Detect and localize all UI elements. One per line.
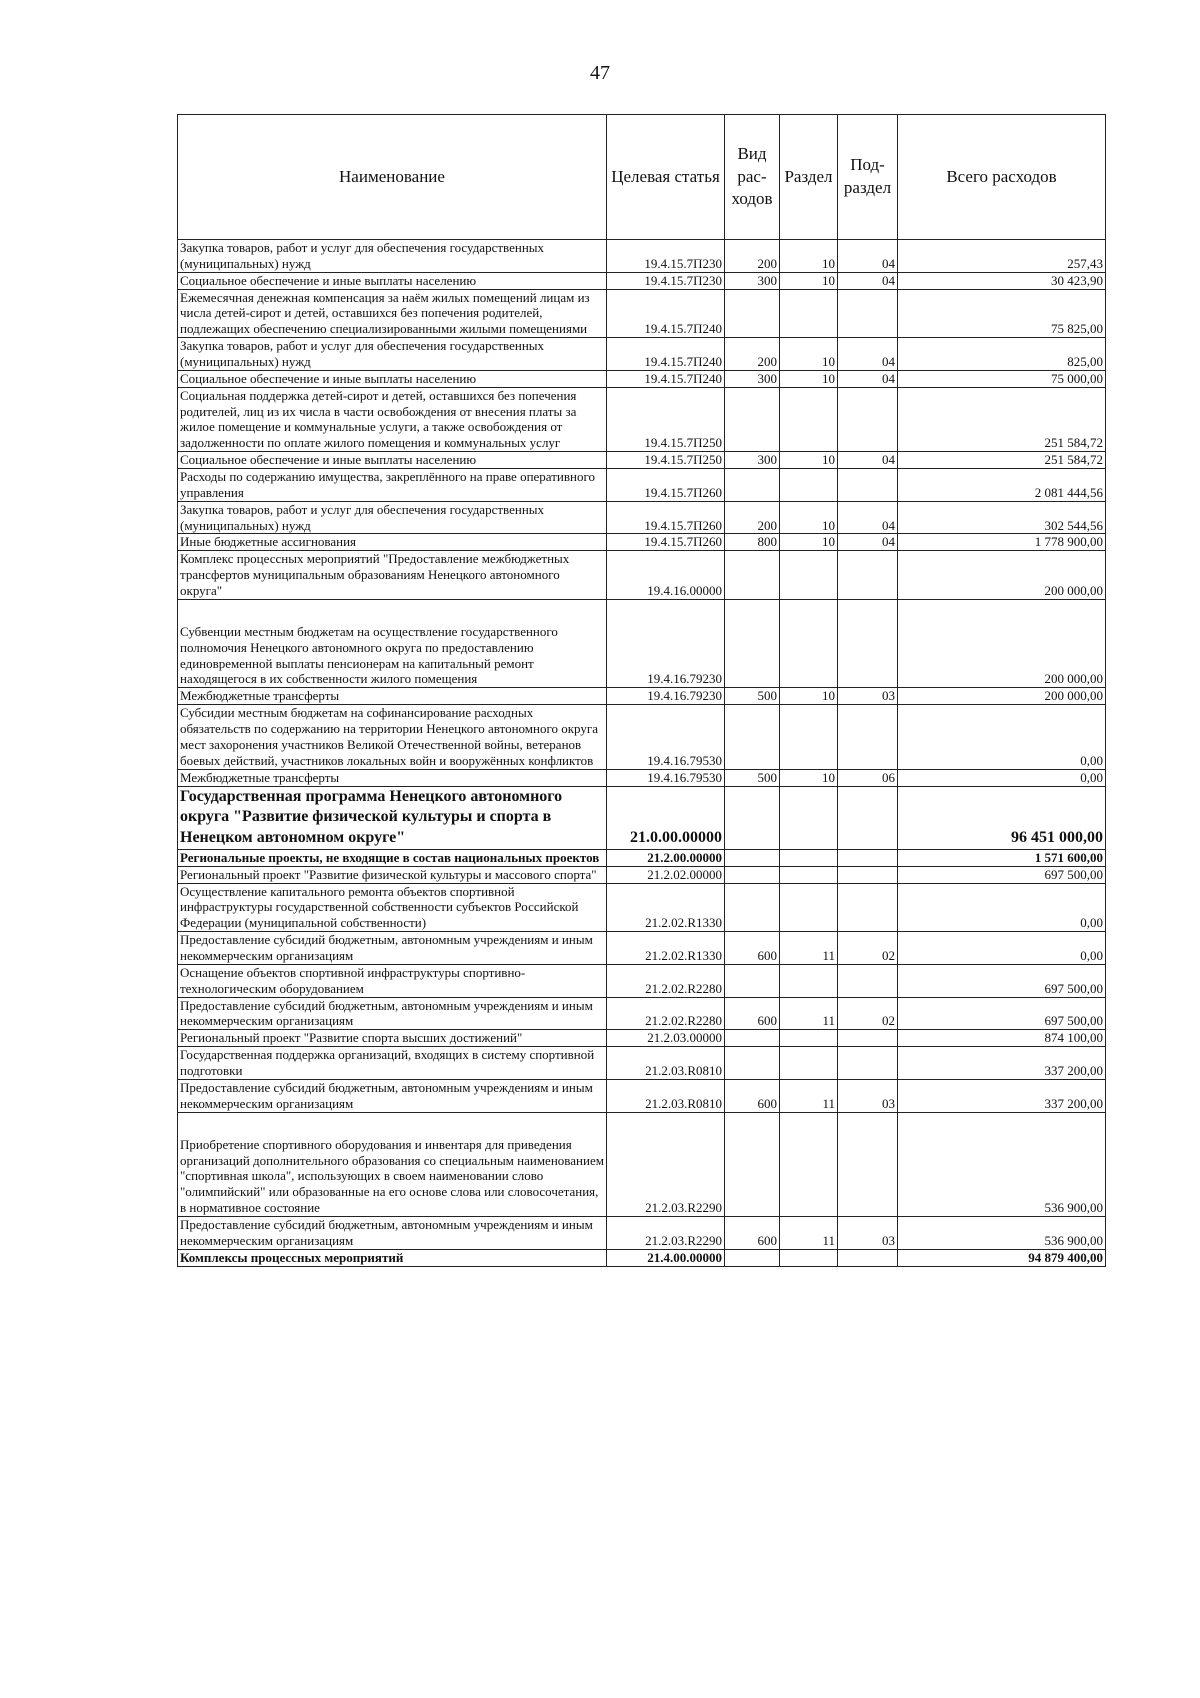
- row-section: 11: [780, 997, 838, 1030]
- row-total: 302 544,56: [898, 501, 1106, 534]
- row-total: 200 000,00: [898, 551, 1106, 600]
- row-target: 21.2.02.R2280: [607, 997, 725, 1030]
- row-section: [780, 1030, 838, 1047]
- row-name: Социальная поддержка детей-сирот и детей, оставшихся без попечения родителей, лиц из их числа в части освобождения от внесения платы за жилое помещение и коммунальные услуги, а также освобождения от задолженности по оплате жилого помещения и коммунальных услуг: [178, 387, 607, 451]
- table-row: [178, 599, 1106, 687]
- row-name: Региональный проект "Развитие физической культуры и массового спорта": [178, 866, 607, 883]
- row-kind: [725, 849, 780, 866]
- table-row: [178, 370, 1106, 387]
- table-row: [178, 1047, 1106, 1080]
- table-row: [178, 551, 1106, 600]
- row-name: Социальное обеспечение и иные выплаты населению: [178, 370, 607, 387]
- row-total: 825,00: [898, 338, 1106, 371]
- row-kind: [725, 1112, 780, 1216]
- row-target: 19.4.16.79230: [607, 599, 725, 687]
- table-row: [178, 688, 1106, 705]
- header-kind: Вид рас-ходов: [725, 115, 780, 240]
- row-section: 11: [780, 1079, 838, 1112]
- row-target: 21.2.02.R2280: [607, 964, 725, 997]
- row-total: 2 081 444,56: [898, 469, 1106, 502]
- row-total: 1 571 600,00: [898, 849, 1106, 866]
- table-row: [178, 1079, 1106, 1112]
- row-kind: 300: [725, 370, 780, 387]
- row-name: Межбюджетные трансферты: [178, 769, 607, 786]
- row-kind: [725, 786, 780, 849]
- row-name: Оснащение объектов спортивной инфраструктуры спортивно-технологическим оборудованием: [178, 964, 607, 997]
- row-section: 10: [780, 501, 838, 534]
- table-row: [178, 932, 1106, 965]
- row-target: 19.4.15.7П240: [607, 289, 725, 338]
- header-subsection: Под-раздел: [838, 115, 898, 240]
- row-target: 19.4.16.79530: [607, 705, 725, 769]
- row-subsection: 03: [838, 1216, 898, 1249]
- row-name: Иные бюджетные ассигнования: [178, 534, 607, 551]
- row-total: 257,43: [898, 240, 1106, 273]
- row-target: 21.2.03.R2290: [607, 1112, 725, 1216]
- row-section: 11: [780, 932, 838, 965]
- table-row: [178, 1030, 1106, 1047]
- row-kind: [725, 387, 780, 451]
- row-subsection: 03: [838, 1079, 898, 1112]
- row-target: 21.2.02.R1330: [607, 883, 725, 932]
- row-total: 1 778 900,00: [898, 534, 1106, 551]
- table-row: [178, 534, 1106, 551]
- row-section: [780, 599, 838, 687]
- table-row: [178, 452, 1106, 469]
- row-total: 96 451 000,00: [898, 786, 1106, 849]
- row-name: Предоставление субсидий бюджетным, автономным учреждениям и иным некоммерческим организациям: [178, 932, 607, 965]
- row-target: 21.2.00.00000: [607, 849, 725, 866]
- table-row: [178, 272, 1106, 289]
- row-subsection: 04: [838, 240, 898, 273]
- row-section: 10: [780, 534, 838, 551]
- row-total: 75 825,00: [898, 289, 1106, 338]
- row-subsection: [838, 1249, 898, 1266]
- row-section: [780, 883, 838, 932]
- row-subsection: [838, 469, 898, 502]
- row-total: 251 584,72: [898, 452, 1106, 469]
- row-target: 21.2.03.00000: [607, 1030, 725, 1047]
- row-section: 10: [780, 272, 838, 289]
- row-total: 0,00: [898, 769, 1106, 786]
- row-kind: 300: [725, 272, 780, 289]
- row-total: 697 500,00: [898, 964, 1106, 997]
- row-name: Расходы по содержанию имущества, закреплённого на праве оперативного управления: [178, 469, 607, 502]
- row-name: Межбюджетные трансферты: [178, 688, 607, 705]
- row-subsection: 02: [838, 932, 898, 965]
- row-subsection: [838, 964, 898, 997]
- table-row: [178, 866, 1106, 883]
- row-section: [780, 551, 838, 600]
- row-name: Закупка товаров, работ и услуг для обеспечения государственных (муниципальных) нужд: [178, 338, 607, 371]
- row-section: [780, 849, 838, 866]
- table-row: [178, 387, 1106, 451]
- row-target: 19.4.16.79230: [607, 688, 725, 705]
- table-row: [178, 786, 1106, 849]
- table-row: [178, 240, 1106, 273]
- row-target: 19.4.15.7П240: [607, 338, 725, 371]
- row-total: 200 000,00: [898, 599, 1106, 687]
- row-target: 21.2.03.R0810: [607, 1047, 725, 1080]
- row-target: 19.4.15.7П230: [607, 240, 725, 273]
- row-target: 19.4.15.7П230: [607, 272, 725, 289]
- row-section: [780, 387, 838, 451]
- table-row: [178, 289, 1106, 338]
- row-section: [780, 1047, 838, 1080]
- row-section: [780, 469, 838, 502]
- row-kind: 500: [725, 688, 780, 705]
- row-kind: [725, 289, 780, 338]
- row-total: 874 100,00: [898, 1030, 1106, 1047]
- row-target: 21.2.02.R1330: [607, 932, 725, 965]
- row-total: 251 584,72: [898, 387, 1106, 451]
- row-kind: [725, 883, 780, 932]
- row-section: [780, 866, 838, 883]
- header-total: Всего расходов: [898, 115, 1106, 240]
- row-subsection: [838, 786, 898, 849]
- row-kind: 600: [725, 997, 780, 1030]
- row-total: 697 500,00: [898, 997, 1106, 1030]
- row-name: Комплекс процессных мероприятий "Предоставление межбюджетных трансфертов муниципальным образованиям Ненецкого автономного округа": [178, 551, 607, 600]
- row-kind: [725, 551, 780, 600]
- row-subsection: [838, 849, 898, 866]
- row-subsection: [838, 1112, 898, 1216]
- row-section: [780, 964, 838, 997]
- table-row: [178, 964, 1106, 997]
- row-total: 337 200,00: [898, 1079, 1106, 1112]
- row-kind: [725, 866, 780, 883]
- row-subsection: 03: [838, 688, 898, 705]
- row-subsection: [838, 1030, 898, 1047]
- row-section: 10: [780, 370, 838, 387]
- row-target: 19.4.16.00000: [607, 551, 725, 600]
- row-target: 21.2.03.R2290: [607, 1216, 725, 1249]
- table-row: [178, 1249, 1106, 1266]
- row-name: Приобретение спортивного оборудования и инвентаря для приведения организаций дополнительного образования со специальным наименованием "спортивная школа", использующих в своем наименовании слово "олимпийский" или образованные на его основе слова или словосочетания, в нормативное состояние: [178, 1112, 607, 1216]
- table-row: [178, 338, 1106, 371]
- row-total: 536 900,00: [898, 1112, 1106, 1216]
- table-row: [178, 501, 1106, 534]
- row-total: 536 900,00: [898, 1216, 1106, 1249]
- row-kind: [725, 705, 780, 769]
- row-subsection: 06: [838, 769, 898, 786]
- header-section: Раздел: [780, 115, 838, 240]
- row-target: 19.4.15.7П250: [607, 387, 725, 451]
- table-header-row: [178, 115, 1106, 240]
- row-target: 19.4.15.7П260: [607, 469, 725, 502]
- row-kind: 200: [725, 240, 780, 273]
- row-target: 19.4.15.7П240: [607, 370, 725, 387]
- table-row: [178, 1216, 1106, 1249]
- row-target: 19.4.15.7П260: [607, 501, 725, 534]
- table-row: [178, 1112, 1106, 1216]
- budget-table: [177, 114, 1106, 1267]
- table-row: [178, 883, 1106, 932]
- row-target: 21.0.00.00000: [607, 786, 725, 849]
- row-name: Социальное обеспечение и иные выплаты населению: [178, 452, 607, 469]
- row-kind: 800: [725, 534, 780, 551]
- table-row: [178, 769, 1106, 786]
- row-kind: 500: [725, 769, 780, 786]
- row-subsection: [838, 883, 898, 932]
- row-section: 10: [780, 338, 838, 371]
- row-subsection: 04: [838, 338, 898, 371]
- row-name: Социальное обеспечение и иные выплаты населению: [178, 272, 607, 289]
- row-kind: [725, 599, 780, 687]
- row-section: [780, 1249, 838, 1266]
- row-target: 19.4.16.79530: [607, 769, 725, 786]
- row-subsection: 02: [838, 997, 898, 1030]
- row-total: 0,00: [898, 932, 1106, 965]
- row-total: 200 000,00: [898, 688, 1106, 705]
- row-kind: [725, 469, 780, 502]
- row-section: [780, 289, 838, 338]
- row-name: Субвенции местным бюджетам на осуществление государственного полномочия Ненецкого автономного округа по предоставлению единовременной выплаты пенсионерам на капитальный ремонт находящегося в их собственности жилого помещения: [178, 599, 607, 687]
- row-name: Закупка товаров, работ и услуг для обеспечения государственных (муниципальных) нужд: [178, 240, 607, 273]
- table-row: [178, 997, 1106, 1030]
- row-subsection: [838, 289, 898, 338]
- row-kind: 600: [725, 932, 780, 965]
- row-section: 10: [780, 452, 838, 469]
- table-body: [178, 240, 1106, 1267]
- row-subsection: [838, 599, 898, 687]
- row-name: Закупка товаров, работ и услуг для обеспечения государственных (муниципальных) нужд: [178, 501, 607, 534]
- row-subsection: [838, 705, 898, 769]
- row-total: 75 000,00: [898, 370, 1106, 387]
- page-number: 47: [590, 62, 610, 84]
- header-target: Целевая статья: [607, 115, 725, 240]
- header-name: Наименование: [178, 115, 607, 240]
- row-section: 10: [780, 240, 838, 273]
- row-subsection: [838, 387, 898, 451]
- row-kind: [725, 964, 780, 997]
- table-row: [178, 469, 1106, 502]
- row-target: 19.4.15.7П260: [607, 534, 725, 551]
- row-target: 21.4.00.00000: [607, 1249, 725, 1266]
- row-name: Предоставление субсидий бюджетным, автономным учреждениям и иным некоммерческим организациям: [178, 997, 607, 1030]
- row-section: 10: [780, 688, 838, 705]
- row-kind: [725, 1030, 780, 1047]
- row-section: 11: [780, 1216, 838, 1249]
- row-name: Региональный проект "Развитие спорта высших достижений": [178, 1030, 607, 1047]
- row-section: [780, 786, 838, 849]
- row-subsection: 04: [838, 370, 898, 387]
- row-name: Субсидии местным бюджетам на софинансирование расходных обязательств по содержанию на территории Ненецкого автономного округа мест захоронения участников Великой Отечественной войны, ветеранов боевых действий, участников локальных войн и вооружённых конфликтов: [178, 705, 607, 769]
- row-kind: [725, 1047, 780, 1080]
- row-subsection: [838, 866, 898, 883]
- table-row: [178, 849, 1106, 866]
- row-target: 21.2.03.R0810: [607, 1079, 725, 1112]
- row-subsection: 04: [838, 452, 898, 469]
- row-total: 0,00: [898, 705, 1106, 769]
- row-name: Ежемесячная денежная компенсация за наём жилых помещений лицам из числа детей-сирот и детей, оставшихся без попечения родителей, подлежащих обеспечению специализированными жилыми помещениями: [178, 289, 607, 338]
- row-name: Предоставление субсидий бюджетным, автономным учреждениям и иным некоммерческим организациям: [178, 1216, 607, 1249]
- row-kind: [725, 1249, 780, 1266]
- row-subsection: [838, 1047, 898, 1080]
- row-subsection: 04: [838, 501, 898, 534]
- row-subsection: [838, 551, 898, 600]
- row-total: 337 200,00: [898, 1047, 1106, 1080]
- row-section: [780, 705, 838, 769]
- row-target: 19.4.15.7П250: [607, 452, 725, 469]
- row-name: Комплексы процессных мероприятий: [178, 1249, 607, 1266]
- row-target: 21.2.02.00000: [607, 866, 725, 883]
- row-name: Государственная поддержка организаций, входящих в систему спортивной подготовки: [178, 1047, 607, 1080]
- row-name: Предоставление субсидий бюджетным, автономным учреждениям и иным некоммерческим организациям: [178, 1079, 607, 1112]
- row-name: Осуществление капитального ремонта объектов спортивной инфраструктуры государственной собственности субъектов Российской Федерации (муниципальной собственности): [178, 883, 607, 932]
- row-total: 0,00: [898, 883, 1106, 932]
- row-kind: 200: [725, 501, 780, 534]
- row-section: [780, 1112, 838, 1216]
- row-subsection: 04: [838, 272, 898, 289]
- row-subsection: 04: [838, 534, 898, 551]
- row-name: Государственная программа Ненецкого автономного округа "Развитие физической культуры и спорта в Ненецком автономном округе": [178, 786, 607, 849]
- row-total: 697 500,00: [898, 866, 1106, 883]
- row-section: 10: [780, 769, 838, 786]
- row-name: Региональные проекты, не входящие в состав национальных проектов: [178, 849, 607, 866]
- row-kind: 600: [725, 1079, 780, 1112]
- row-total: 30 423,90: [898, 272, 1106, 289]
- row-kind: 600: [725, 1216, 780, 1249]
- row-kind: 300: [725, 452, 780, 469]
- row-kind: 200: [725, 338, 780, 371]
- row-total: 94 879 400,00: [898, 1249, 1106, 1266]
- table-row: [178, 705, 1106, 769]
